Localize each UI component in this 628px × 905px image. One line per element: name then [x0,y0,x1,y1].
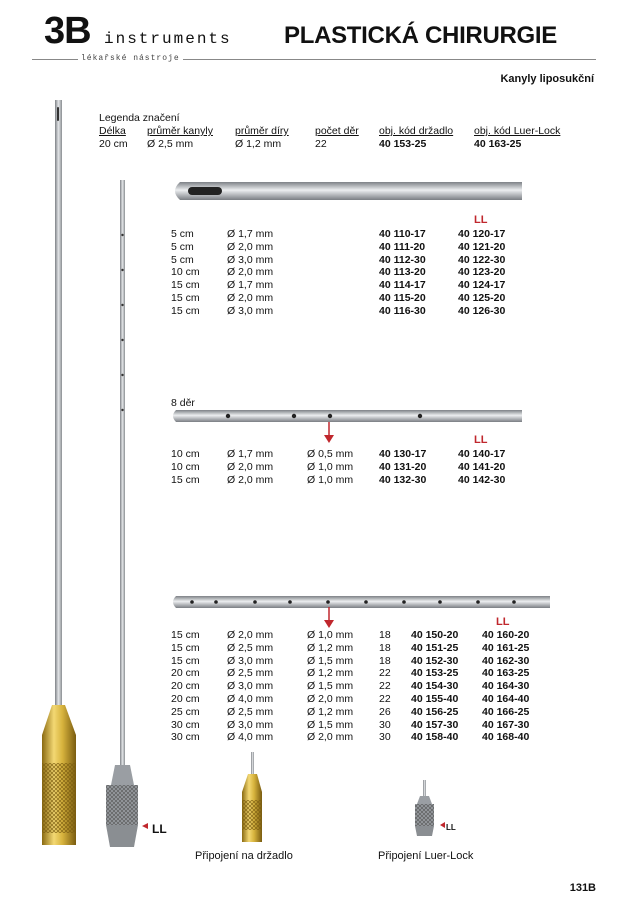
page-title: PLASTICKÁ CHIRURGIE [284,22,557,49]
cannula-tip-section3 [170,595,550,609]
logo-3b: 3B [44,10,91,52]
section-subtitle: Kanyly liposukční [500,73,594,85]
caption-handle-connection: Připojení na držadlo [195,850,293,862]
legend-example-cannula: Ø 2,5 mm [147,138,194,150]
logo-instruments: instruments [104,30,232,48]
page-number: 131B [569,882,596,894]
logo-subtitle: lékařské nástroje [78,54,183,63]
luer-connection-image [410,780,470,840]
hole-arrow-icon [323,607,335,629]
cannula-tip-section1 [170,180,522,202]
legend-example-length: 20 cm [99,138,128,150]
legend-title: Legenda značení [99,112,180,124]
legend-example-handle-code: 40 153-25 [379,138,427,150]
cannula-tip-section2 [170,409,522,423]
legend-header-handle-code: obj. kód držadlo [379,125,454,137]
handle-connection-image [236,752,268,848]
legend-header-luer-code: obj. kód Luer-Lock [474,125,561,137]
legend-header-hole-diameter: průměr díry [235,125,289,137]
ll-marker-label: LL [152,822,167,836]
legend-header-length: Délka [99,125,126,137]
hole-arrow-icon [323,422,335,444]
caption-luer-connection: Připojení Luer-Lock [378,850,474,862]
ll-header-section3: LL [496,616,510,628]
ll-header-section2: LL [474,434,488,446]
legend-example-luer-code: 40 163-25 [474,138,522,150]
legend-header-hole-count: počet děr [315,125,359,137]
ll-header-section1: LL [474,214,488,226]
section2-label: 8 děr [171,397,195,409]
cannula-illustration [30,95,170,855]
legend-example-hole: Ø 1,2 mm [235,138,282,150]
ll-small-label: LL [446,823,456,832]
legend-example-count: 22 [315,138,327,150]
legend-header-cannula-diameter: průměr kanyly [147,125,213,137]
